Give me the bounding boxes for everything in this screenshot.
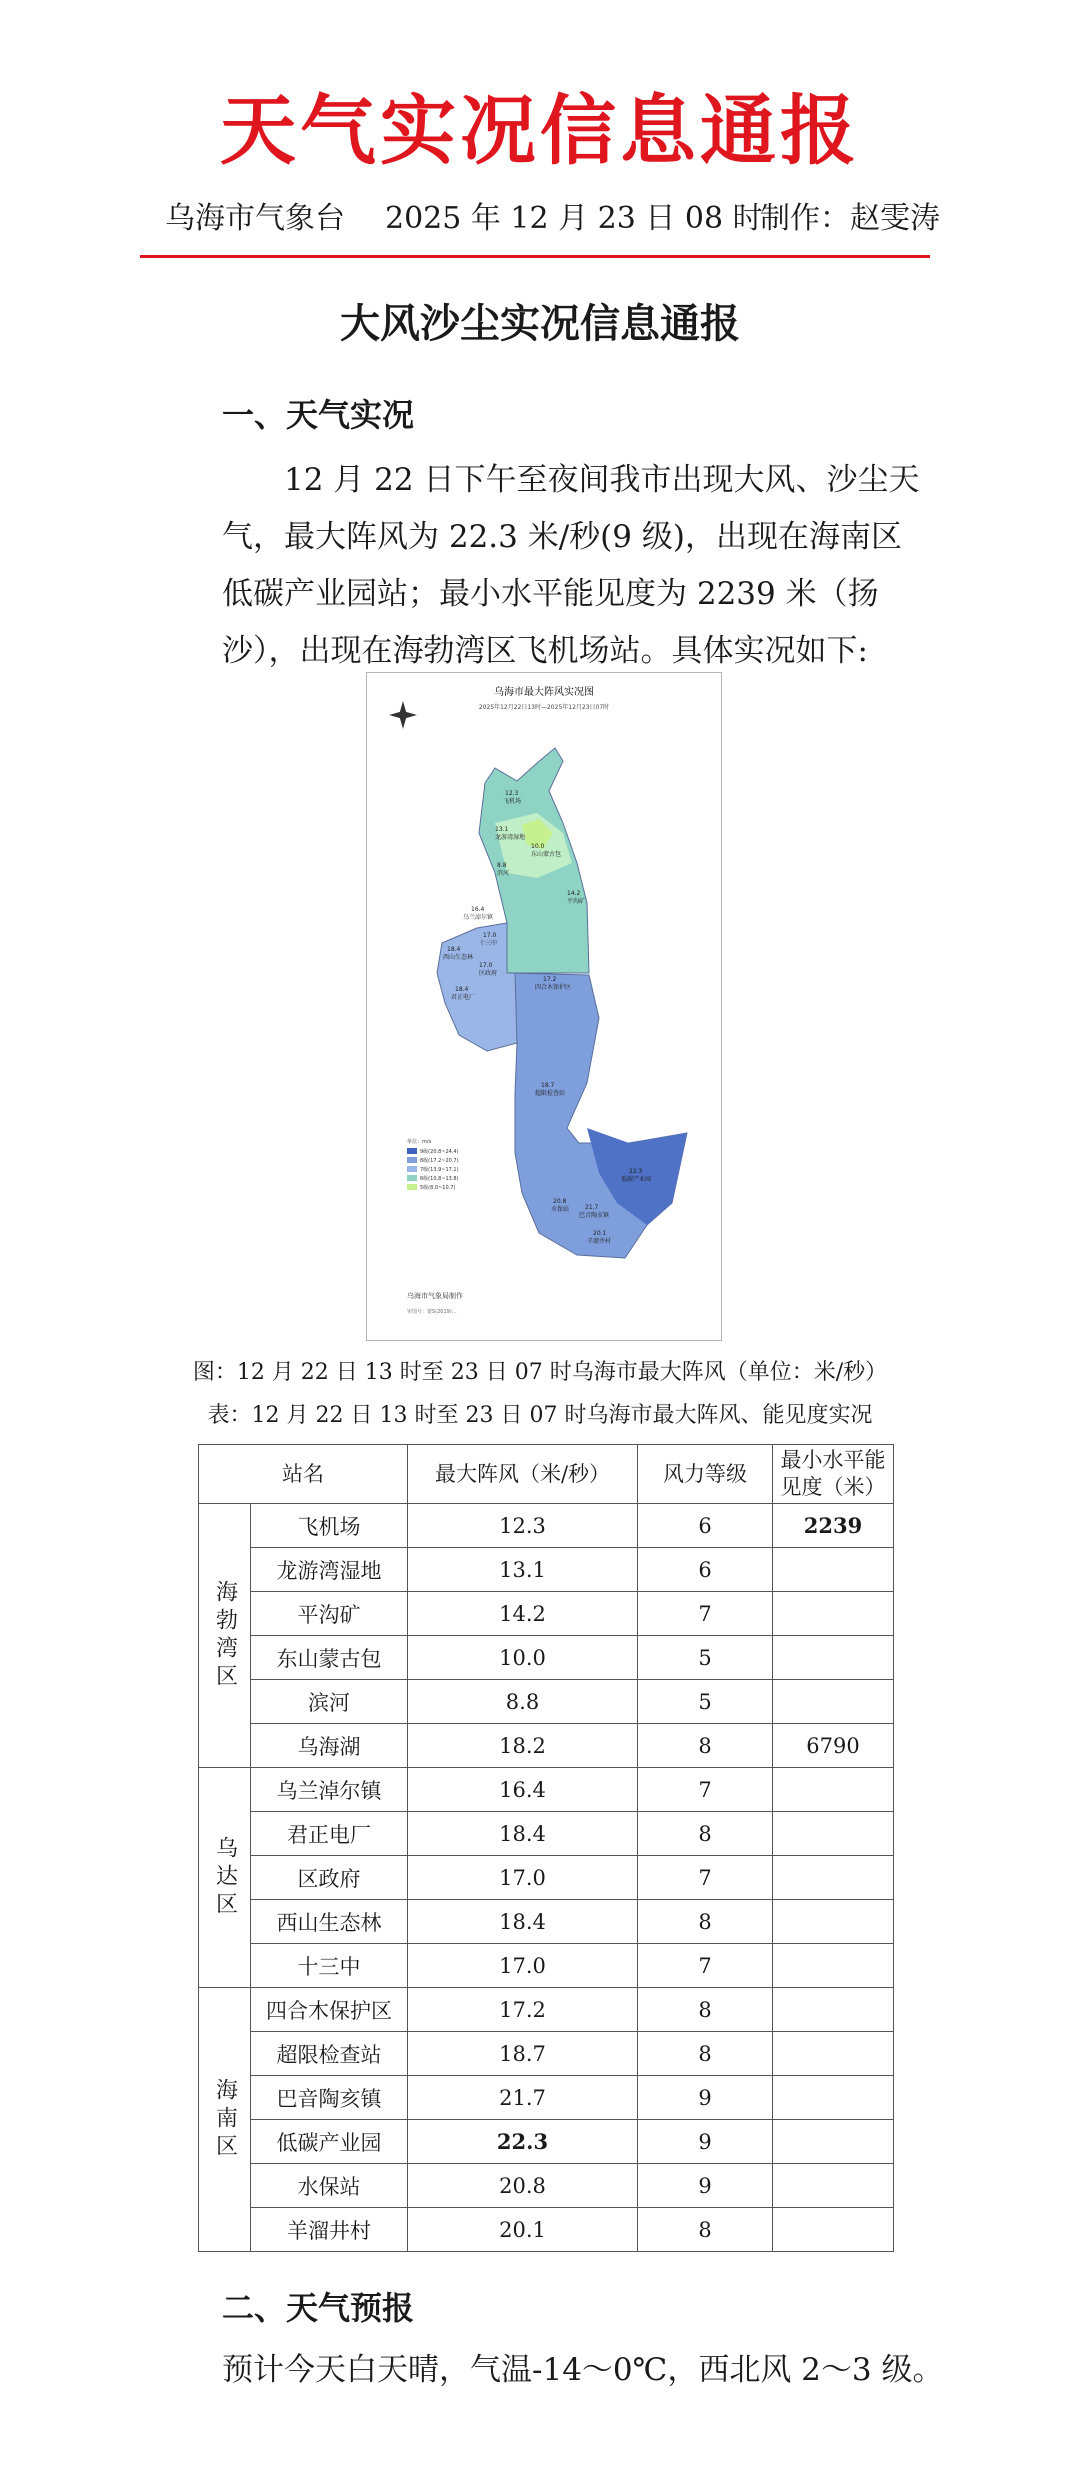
- district-cell: 海南区: [199, 1988, 251, 2252]
- table-row: [199, 1724, 894, 1768]
- wind-visibility-table: [198, 1444, 894, 2252]
- table-row: [199, 1988, 894, 2032]
- table-row: [199, 2208, 894, 2252]
- visibility-cell: [773, 1548, 894, 1592]
- map-station-value: 10.0: [531, 843, 545, 850]
- map-station-name: 四合木保护区: [535, 984, 572, 991]
- legend-item: 6级(10.8~13.8): [420, 1176, 459, 1182]
- map-station-name: 低碳产业园: [621, 1176, 652, 1183]
- level-cell: 5: [638, 1680, 773, 1724]
- col-header-level: 风力等级: [638, 1445, 773, 1504]
- map-station-name: 水保站: [551, 1206, 570, 1213]
- level-cell: 5: [638, 1636, 773, 1680]
- table-row: [199, 1856, 894, 1900]
- gust-cell: 13.1: [408, 1548, 638, 1592]
- map-station-name: 龙游湾湿地: [495, 834, 526, 841]
- section-heading-observation: 一、天气实况: [222, 396, 415, 434]
- station-cell: 龙游湾湿地: [251, 1548, 408, 1592]
- table-row: [199, 1768, 894, 1812]
- station-cell: 十三中: [251, 1944, 408, 1988]
- level-cell: 8: [638, 1900, 773, 1944]
- visibility-cell: [773, 1812, 894, 1856]
- gust-cell: 18.7: [408, 2032, 638, 2076]
- level-cell: 8: [638, 2208, 773, 2252]
- col-header-visibility: 最小水平能见度（米）: [773, 1445, 894, 1504]
- map-station-name: 区政府: [479, 970, 498, 977]
- legend-title: 单位：m/s: [407, 1139, 432, 1145]
- station-cell: 滨河: [251, 1680, 408, 1724]
- station-cell: 低碳产业园: [251, 2120, 408, 2164]
- legend-item: 8级(17.2~20.7): [420, 1158, 459, 1164]
- table-row: [199, 2120, 894, 2164]
- level-cell: 8: [638, 1724, 773, 1768]
- wind-map: [367, 673, 721, 1340]
- level-cell: 7: [638, 1944, 773, 1988]
- station-cell: 东山蒙古包: [251, 1636, 408, 1680]
- table-row: [199, 2076, 894, 2120]
- district-cell: 乌达区: [199, 1768, 251, 1988]
- visibility-cell: [773, 2120, 894, 2164]
- visibility-cell: 2239: [773, 1504, 894, 1548]
- gust-cell: 17.2: [408, 1988, 638, 2032]
- gust-cell: 16.4: [408, 1768, 638, 1812]
- level-cell: 8: [638, 2032, 773, 2076]
- level-cell: 8: [638, 1812, 773, 1856]
- level-cell: 9: [638, 2120, 773, 2164]
- map-station-value: 18.4: [455, 986, 469, 993]
- map-station-name: 超限检查站: [535, 1090, 566, 1097]
- visibility-cell: [773, 1768, 894, 1812]
- district-cell: 海勃湾区: [199, 1504, 251, 1768]
- north-arrow-icon: [389, 701, 417, 729]
- gust-cell: 17.0: [408, 1856, 638, 1900]
- visibility-cell: [773, 1592, 894, 1636]
- map-station-value: 22.3: [629, 1168, 643, 1175]
- map-station-name: 十三中: [479, 940, 498, 947]
- visibility-cell: [773, 1680, 894, 1724]
- table-row: [199, 1944, 894, 1988]
- map-footer: 乌海市气象局制作: [407, 1292, 463, 1300]
- level-cell: 7: [638, 1768, 773, 1812]
- station-cell: 西山生态林: [251, 1900, 408, 1944]
- map-station-value: 17.2: [543, 976, 557, 983]
- visibility-cell: [773, 1944, 894, 1988]
- gust-cell: 20.8: [408, 2164, 638, 2208]
- level-cell: 6: [638, 1548, 773, 1592]
- map-station-name: 乌兰淖尔镇: [463, 914, 494, 921]
- visibility-cell: [773, 1856, 894, 1900]
- station-cell: 巴音陶亥镇: [251, 2076, 408, 2120]
- level-cell: 8: [638, 1988, 773, 2032]
- issue-datetime: 2025 年 12 月 23 日 08 时: [385, 201, 763, 236]
- station-cell: 区政府: [251, 1856, 408, 1900]
- station-cell: 乌兰淖尔镇: [251, 1768, 408, 1812]
- forecast-text: 预计今天白天晴，气温-14～0℃，西北风 2～3 级。: [222, 2352, 944, 2388]
- visibility-cell: [773, 1988, 894, 2032]
- gust-cell: 18.2: [408, 1724, 638, 1768]
- station-cell: 乌海湖: [251, 1724, 408, 1768]
- col-header-station: 站名: [199, 1445, 408, 1504]
- station-cell: 羊溜井村: [251, 2208, 408, 2252]
- visibility-cell: 6790: [773, 1724, 894, 1768]
- map-station-value: 8.8: [497, 862, 507, 869]
- gust-cell: 18.4: [408, 1900, 638, 1944]
- level-cell: 9: [638, 2164, 773, 2208]
- gust-cell: 17.0: [408, 1944, 638, 1988]
- table-row: [199, 1548, 894, 1592]
- issuer: 乌海市气象台: [165, 201, 345, 236]
- map-station-name: 平沟矿: [567, 898, 586, 905]
- table-header-row: [199, 1445, 894, 1504]
- legend-item: 7级(13.9~17.1): [420, 1167, 459, 1173]
- table-row: [199, 1636, 894, 1680]
- map-station-value: 18.4: [447, 946, 461, 953]
- station-cell: 水保站: [251, 2164, 408, 2208]
- table-row: [199, 1812, 894, 1856]
- table-row: [199, 1504, 894, 1548]
- report-title: 天气实况信息通报: [220, 86, 860, 175]
- document-title: 大风沙尘实况信息通报: [340, 300, 740, 347]
- map-station-value: 13.1: [495, 826, 509, 833]
- map-station-value: 16.4: [471, 906, 485, 913]
- station-cell: 平沟矿: [251, 1592, 408, 1636]
- level-cell: 7: [638, 1856, 773, 1900]
- map-station-name: 飞机场: [503, 798, 522, 805]
- map-station-value: 17.0: [483, 932, 497, 939]
- map-station-value: 18.7: [541, 1082, 555, 1089]
- map-station-name: 东山蒙古包: [531, 851, 562, 858]
- visibility-cell: [773, 2164, 894, 2208]
- figure-caption: 图：12 月 22 日 13 时至 23 日 07 时乌海市最大阵风（单位：米/秒）: [192, 1360, 888, 1385]
- gust-cell: 21.7: [408, 2076, 638, 2120]
- station-cell: 四合木保护区: [251, 1988, 408, 2032]
- gust-cell: 12.3: [408, 1504, 638, 1548]
- visibility-cell: [773, 2076, 894, 2120]
- visibility-cell: [773, 2208, 894, 2252]
- gust-cell: 20.1: [408, 2208, 638, 2252]
- table-row: [199, 2164, 894, 2208]
- map-footer-note: 审图号：蒙S(2019)…: [407, 1309, 457, 1315]
- level-cell: 6: [638, 1504, 773, 1548]
- visibility-cell: [773, 1900, 894, 1944]
- level-cell: 9: [638, 2076, 773, 2120]
- map-station-value: 17.0: [479, 962, 493, 969]
- gust-cell: 8.8: [408, 1680, 638, 1724]
- station-cell: 飞机场: [251, 1504, 408, 1548]
- table-row: [199, 1592, 894, 1636]
- map-station-value: 20.1: [593, 1230, 607, 1237]
- gust-cell: 18.4: [408, 1812, 638, 1856]
- map-station-value: 21.7: [585, 1204, 599, 1211]
- map-station-name: 巴音陶亥镇: [579, 1212, 610, 1219]
- gust-cell: 10.0: [408, 1636, 638, 1680]
- station-cell: 超限检查站: [251, 2032, 408, 2076]
- map-station-name: 西山生态林: [443, 954, 474, 961]
- table-caption: 表：12 月 22 日 13 时至 23 日 07 时乌海市最大阵风、能见度实况: [207, 1403, 873, 1428]
- wind-map-figure: [366, 672, 722, 1341]
- table-row: [199, 1680, 894, 1724]
- map-station-value: 14.2: [567, 890, 581, 897]
- map-station-name: 羊溜井村: [587, 1238, 612, 1245]
- legend-item: 5级(8.0~10.7): [420, 1185, 456, 1191]
- map-station-value: 12.3: [505, 790, 519, 797]
- gust-cell: 22.3: [408, 2120, 638, 2164]
- map-station-name: 滨河: [497, 870, 510, 877]
- level-cell: 7: [638, 1592, 773, 1636]
- visibility-cell: [773, 1636, 894, 1680]
- legend-item: 9级(20.8~24.4): [420, 1149, 459, 1155]
- table-row: [199, 1900, 894, 1944]
- visibility-cell: [773, 2032, 894, 2076]
- map-region-west: [437, 923, 517, 1051]
- observation-paragraph: 12 月 22 日下午至夜间我市出现大风、沙尘天气，最大阵风为 22.3 米/秒(9 级)，出现在海南区低碳产业园站；最小水平能见度为 2239 米（扬沙），出现在海勃湾区飞机场站。具体实况如下:: [222, 462, 920, 669]
- map-title: 乌海市最大阵风实况图: [494, 687, 594, 698]
- map-station-name: 君正电厂: [451, 994, 476, 1001]
- map-subtitle: 2025年12月22日13时—2025年12月23日07时: [478, 704, 610, 711]
- col-header-gust: 最大阵风（米/秒）: [408, 1445, 638, 1504]
- station-cell: 君正电厂: [251, 1812, 408, 1856]
- map-legend: [407, 1138, 459, 1191]
- section-heading-forecast: 二、天气预报: [222, 2289, 415, 2327]
- table-row: [199, 2032, 894, 2076]
- header-divider: [140, 255, 930, 258]
- author: 制作：赵雯涛: [760, 201, 940, 236]
- gust-cell: 14.2: [408, 1592, 638, 1636]
- map-station-value: 20.8: [553, 1198, 567, 1205]
